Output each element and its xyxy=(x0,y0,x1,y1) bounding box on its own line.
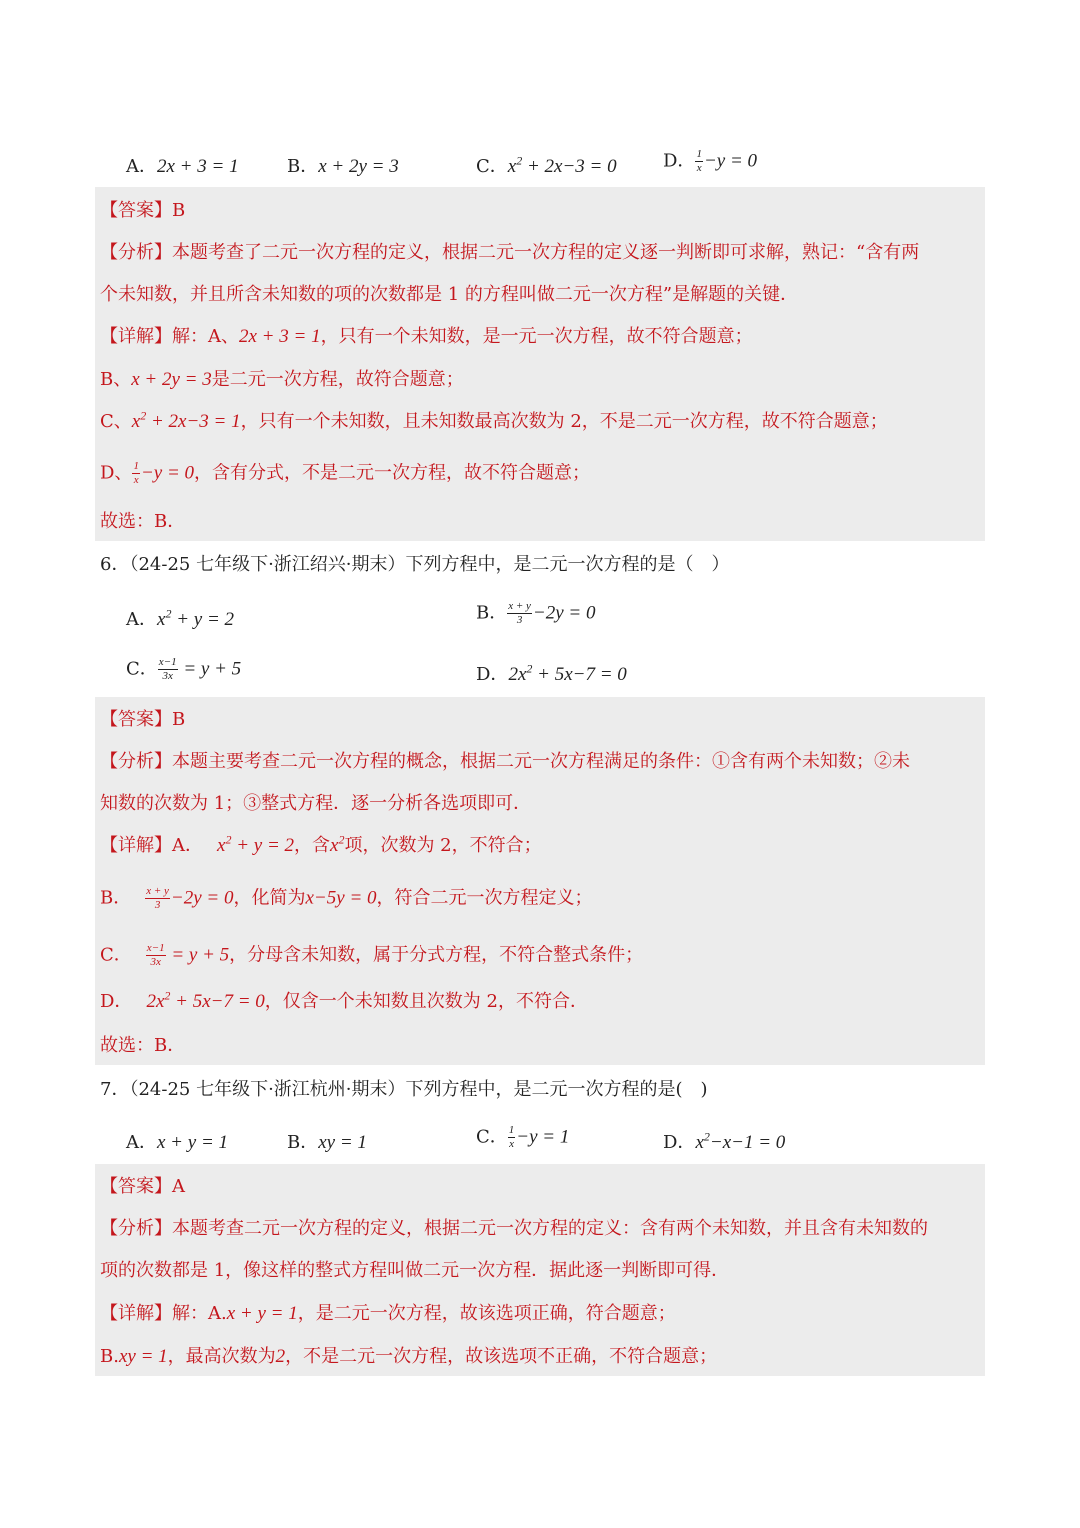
equation: 2x + 3 = 1 xyxy=(239,326,321,347)
q6-conclusion: 故选：B． xyxy=(100,1035,186,1056)
equation: $x^2 + 2x-3 = 1$ xyxy=(131,408,241,432)
q7-option-a xyxy=(126,1131,228,1155)
option-label: A． xyxy=(126,609,157,630)
q5-option-a xyxy=(126,155,239,179)
q7-analysis-line-1 xyxy=(100,1217,928,1241)
q5-analysis-line-2: 个未知数，并且所含未知数的项的次数都是 1 的方程叫做二元一次方程”是解题的关键． xyxy=(100,284,799,305)
fraction: $\frac{x + y}{3}$ xyxy=(508,600,531,626)
q7-analysis-line-2: 项的次数都是 1，像这样的整式方程叫做二元一次方程．据此逐一判断即可得． xyxy=(100,1260,730,1281)
q6-detail-a: 【详解】A． $x^2 + y = 2$，含$x^2$项，次数为 2，不符合； xyxy=(100,832,542,856)
analysis-text: 本题考查二元一次方程的定义，根据二元一次方程的定义：含有两个未知数，并且含有未知数的 xyxy=(172,1218,928,1239)
equation: xy = 1 xyxy=(118,1346,168,1367)
q5-option-c xyxy=(476,155,617,179)
option-label: C． xyxy=(476,1126,508,1148)
equation: $x^2 + y = 2$ xyxy=(217,832,295,856)
analysis-text: 本题考查了二元一次方程的定义，根据二元一次方程的定义逐一判断即可求解，熟记：“含有两 xyxy=(172,242,920,263)
equation: −y = 0 xyxy=(703,150,758,172)
q6-option-d xyxy=(476,663,627,687)
analysis-tag: 【分析】 xyxy=(100,751,172,772)
option-label: A． xyxy=(126,156,157,177)
q7-detail-a: 【详解】解：A.x + y = 1，是二元一次方程，故该选项正确，符合题意； xyxy=(100,1303,676,1324)
equation: 2 xyxy=(275,1346,286,1367)
q5-option-d xyxy=(663,148,757,175)
q6-analysis-line-2: 知数的次数为 1；③整式方程．逐一分析各选项即可． xyxy=(100,793,532,814)
q5-analysis-line-1 xyxy=(100,241,919,265)
q6-stem: 6．（24-25 七年级下·浙江绍兴·期末）下列方程中，是二元一次方程的是（ ） xyxy=(100,554,730,575)
q7-answer xyxy=(100,1175,185,1199)
q6-analysis-line-1 xyxy=(100,750,910,774)
fraction: $\frac{x + y}{3}$ xyxy=(146,885,169,911)
equation: $x^2-x-1 = 0$ xyxy=(695,1129,786,1153)
q6-detail-d: D． $2x^2 + 5x-7 = 0$，仅含一个未知数且次数为 2，不符合． xyxy=(100,988,588,1012)
q5-detail-b: B、x + 2y = 3是二元一次方程，故符合题意； xyxy=(100,369,464,390)
option-label: D． xyxy=(476,664,509,685)
q7-option-d xyxy=(663,1131,785,1155)
q6-detail-c: C． $\frac{x-1}{3x}$ = y + 5，分母含未知数，属于分式方程，不符合整式条件； xyxy=(100,942,644,968)
detail-tag: 【详解】 xyxy=(100,1303,172,1324)
equation: x + y = 1 xyxy=(226,1303,298,1324)
q7-option-b xyxy=(287,1131,367,1155)
answer-value: B xyxy=(172,709,186,730)
equation: x + y = 1 xyxy=(157,1132,229,1153)
q7-option-c xyxy=(476,1124,569,1151)
option-label: C． xyxy=(476,156,508,177)
q7-stem: 7．（24-25 七年级下·浙江杭州·期末）下列方程中，是二元一次方程的是( ) xyxy=(100,1079,708,1100)
equation: $2x^2 + 5x-7 = 0$ xyxy=(146,988,265,1012)
q6-option-b xyxy=(476,600,596,627)
q5-detail-a: 【详解】解：A、2x + 3 = 1，只有一个未知数，是一元一次方程，故不符合题意； xyxy=(100,326,753,347)
equation: $x^2 + y = 2$ xyxy=(157,606,235,630)
answer-value: B xyxy=(172,200,186,221)
equation: x + 2y = 3 xyxy=(318,156,399,177)
fraction: $\frac{1}{x}$ xyxy=(696,148,702,174)
fraction: $\frac{1}{x}$ xyxy=(508,1124,515,1150)
option-label: C． xyxy=(126,658,158,680)
q6-answer xyxy=(100,708,185,732)
option-label: B． xyxy=(476,602,508,624)
q7-detail-b: B.xy = 1，最高次数为2，不是二元一次方程，故该选项不正确，不符合题意； xyxy=(100,1346,718,1367)
detail-tag: 【详解】 xyxy=(100,326,172,347)
q5-answer xyxy=(100,199,185,223)
equation: xy = 1 xyxy=(318,1132,367,1153)
equation: −y = 0 xyxy=(140,462,195,484)
option-label: D． xyxy=(663,1132,696,1153)
equation: x + 2y = 3 xyxy=(131,369,212,390)
answer-tag: 【答案】 xyxy=(100,1176,172,1197)
answer-tag: 【答案】 xyxy=(100,200,172,221)
q5-detail-d: D、 $\frac{1}{x}$ −y = 0，含有分式，不是二元一次方程，故不符合题意； xyxy=(100,460,591,486)
q5-option-b xyxy=(287,155,399,179)
equation: = y + 5 xyxy=(166,944,230,966)
equation: $x^2 + 2x-3 = 0$ xyxy=(507,153,617,177)
equation: −2y = 0 xyxy=(170,887,234,909)
equation: $2x^2 + 5x-7 = 0$ xyxy=(508,661,627,685)
equation: x−5y = 0 xyxy=(305,887,377,909)
option-label: B． xyxy=(287,156,319,177)
analysis-tag: 【分析】 xyxy=(100,1218,172,1239)
analysis-tag: 【分析】 xyxy=(100,242,172,263)
fraction: $\frac{x-1}{3x}$ xyxy=(146,942,165,968)
q6-detail-b: B． $\frac{x + y}{3}$ −2y = 0，化简为x−5y = 0，符合二元一次方程定义； xyxy=(100,885,593,911)
answer-value: A xyxy=(172,1176,185,1197)
analysis-text: 本题主要考查二元一次方程的概念，根据二元一次方程满足的条件：①含有两个未知数；②未 xyxy=(172,751,910,772)
answer-tag: 【答案】 xyxy=(100,709,172,730)
fraction: $\frac{x-1}{3x}$ xyxy=(158,656,177,682)
q5-detail-c: C、$x^2 + 2x-3 = 1$，只有一个未知数，且未知数最高次数为 2，不是二元一次方程，故不符合题意； xyxy=(100,408,888,432)
q6-option-a xyxy=(126,608,234,632)
equation: 2x + 3 = 1 xyxy=(157,156,239,177)
option-label: D． xyxy=(663,150,696,172)
q6-option-c xyxy=(126,656,241,683)
equation: = y + 5 xyxy=(178,658,242,680)
detail-tag: 【详解】 xyxy=(100,835,172,856)
option-label: A． xyxy=(126,1132,157,1153)
option-label: B． xyxy=(287,1132,319,1153)
equation: −2y = 0 xyxy=(532,602,596,624)
fraction: $\frac{1}{x}$ xyxy=(133,460,139,486)
equation: −y = 1 xyxy=(516,1126,570,1148)
q5-conclusion: 故选：B． xyxy=(100,511,186,532)
